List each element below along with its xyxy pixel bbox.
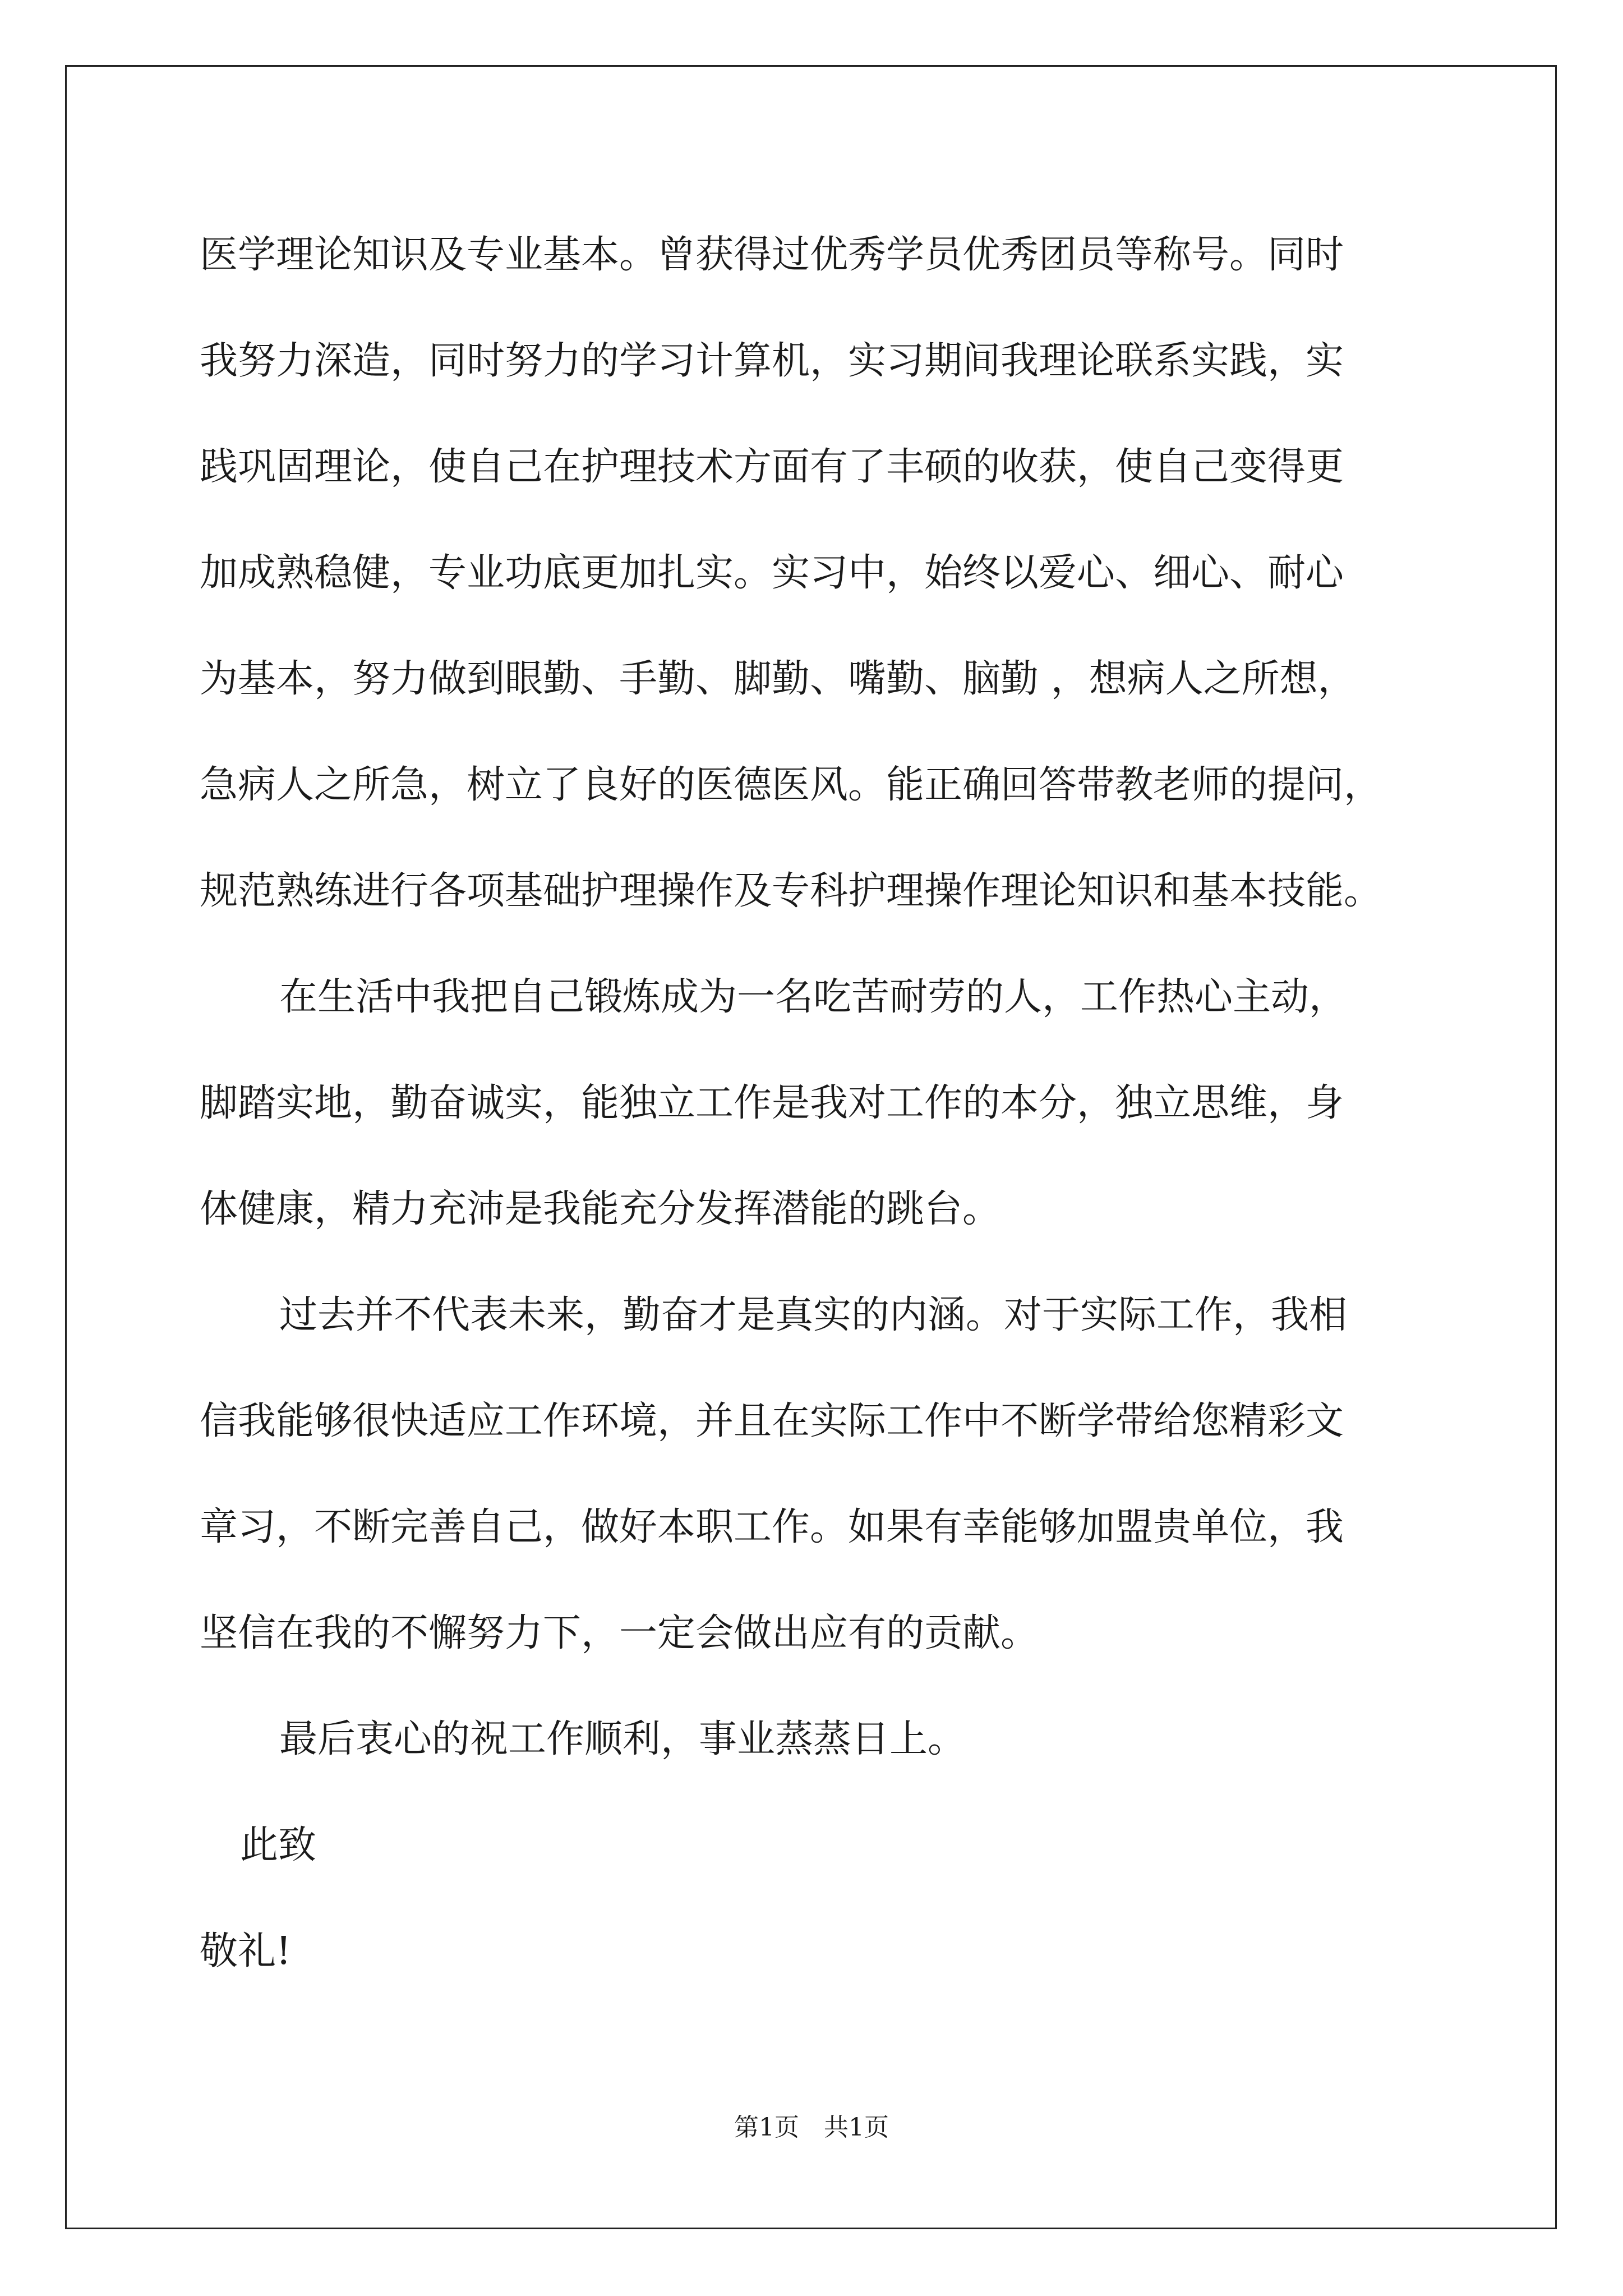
text-line: 体健康，精力充沛是我能充分发挥潜能的跳台。 [200, 1187, 1001, 1231]
closing-line: 敬礼! [200, 1929, 292, 1973]
text-line: 践巩固理论，使自己在护理技术方面有了丰硕的收获，使自己变得更 [200, 445, 1344, 489]
text-line: 加成熟稳健，专业功底更加扎实。实习中，始终以爱心、细心、耐心 [200, 551, 1344, 595]
text-line: 医学理论知识及专业基本。曾获得过优秀学员优秀团员等称号。同时 [200, 233, 1344, 277]
letter-body [200, 202, 1467, 2004]
text-line: 信我能够很快适应工作环境，并且在实际工作中不断学带给您精彩文 [200, 1399, 1344, 1443]
text-line: 脚踏实地，勤奋诚实，能独立工作是我对工作的本分，独立思维，身 [200, 1081, 1344, 1125]
text-line: 急病人之所急，树立了良好的医德医风。能正确回答带教老师的提问， [200, 763, 1382, 807]
text-line: 过去并不代表未来，勤奋才是真实的内涵。对于实际工作，我相 [279, 1293, 1348, 1337]
text-line: 在生活中我把自己锻炼成为一名吃苦耐劳的人，工作热心主动， [279, 975, 1348, 1019]
text-line: 章习，不断完善自己，做好本职工作。如果有幸能够加盟贵单位，我 [200, 1505, 1344, 1549]
text-line: 坚信在我的不懈努力下，一定会做出应有的贡献。 [200, 1611, 1039, 1655]
salutation-line: 此致 [240, 1823, 317, 1867]
text-line: 为基本，努力做到眼勤、手勤、脚勤、嘴勤、脑勤 ，想病人之所想， [200, 657, 1356, 701]
text-line: 最后衷心的祝工作顺利，事业蒸蒸日上。 [279, 1717, 966, 1761]
text-line: 规范熟练进行各项基础护理操作及专科护理操作理论知识和基本技能。 [200, 869, 1382, 913]
text-line: 我努力深造，同时努力的学习计算机，实习期间我理论联系实践，实 [200, 339, 1344, 383]
page-number-footer: 第1页 共1页 [734, 2113, 889, 2142]
